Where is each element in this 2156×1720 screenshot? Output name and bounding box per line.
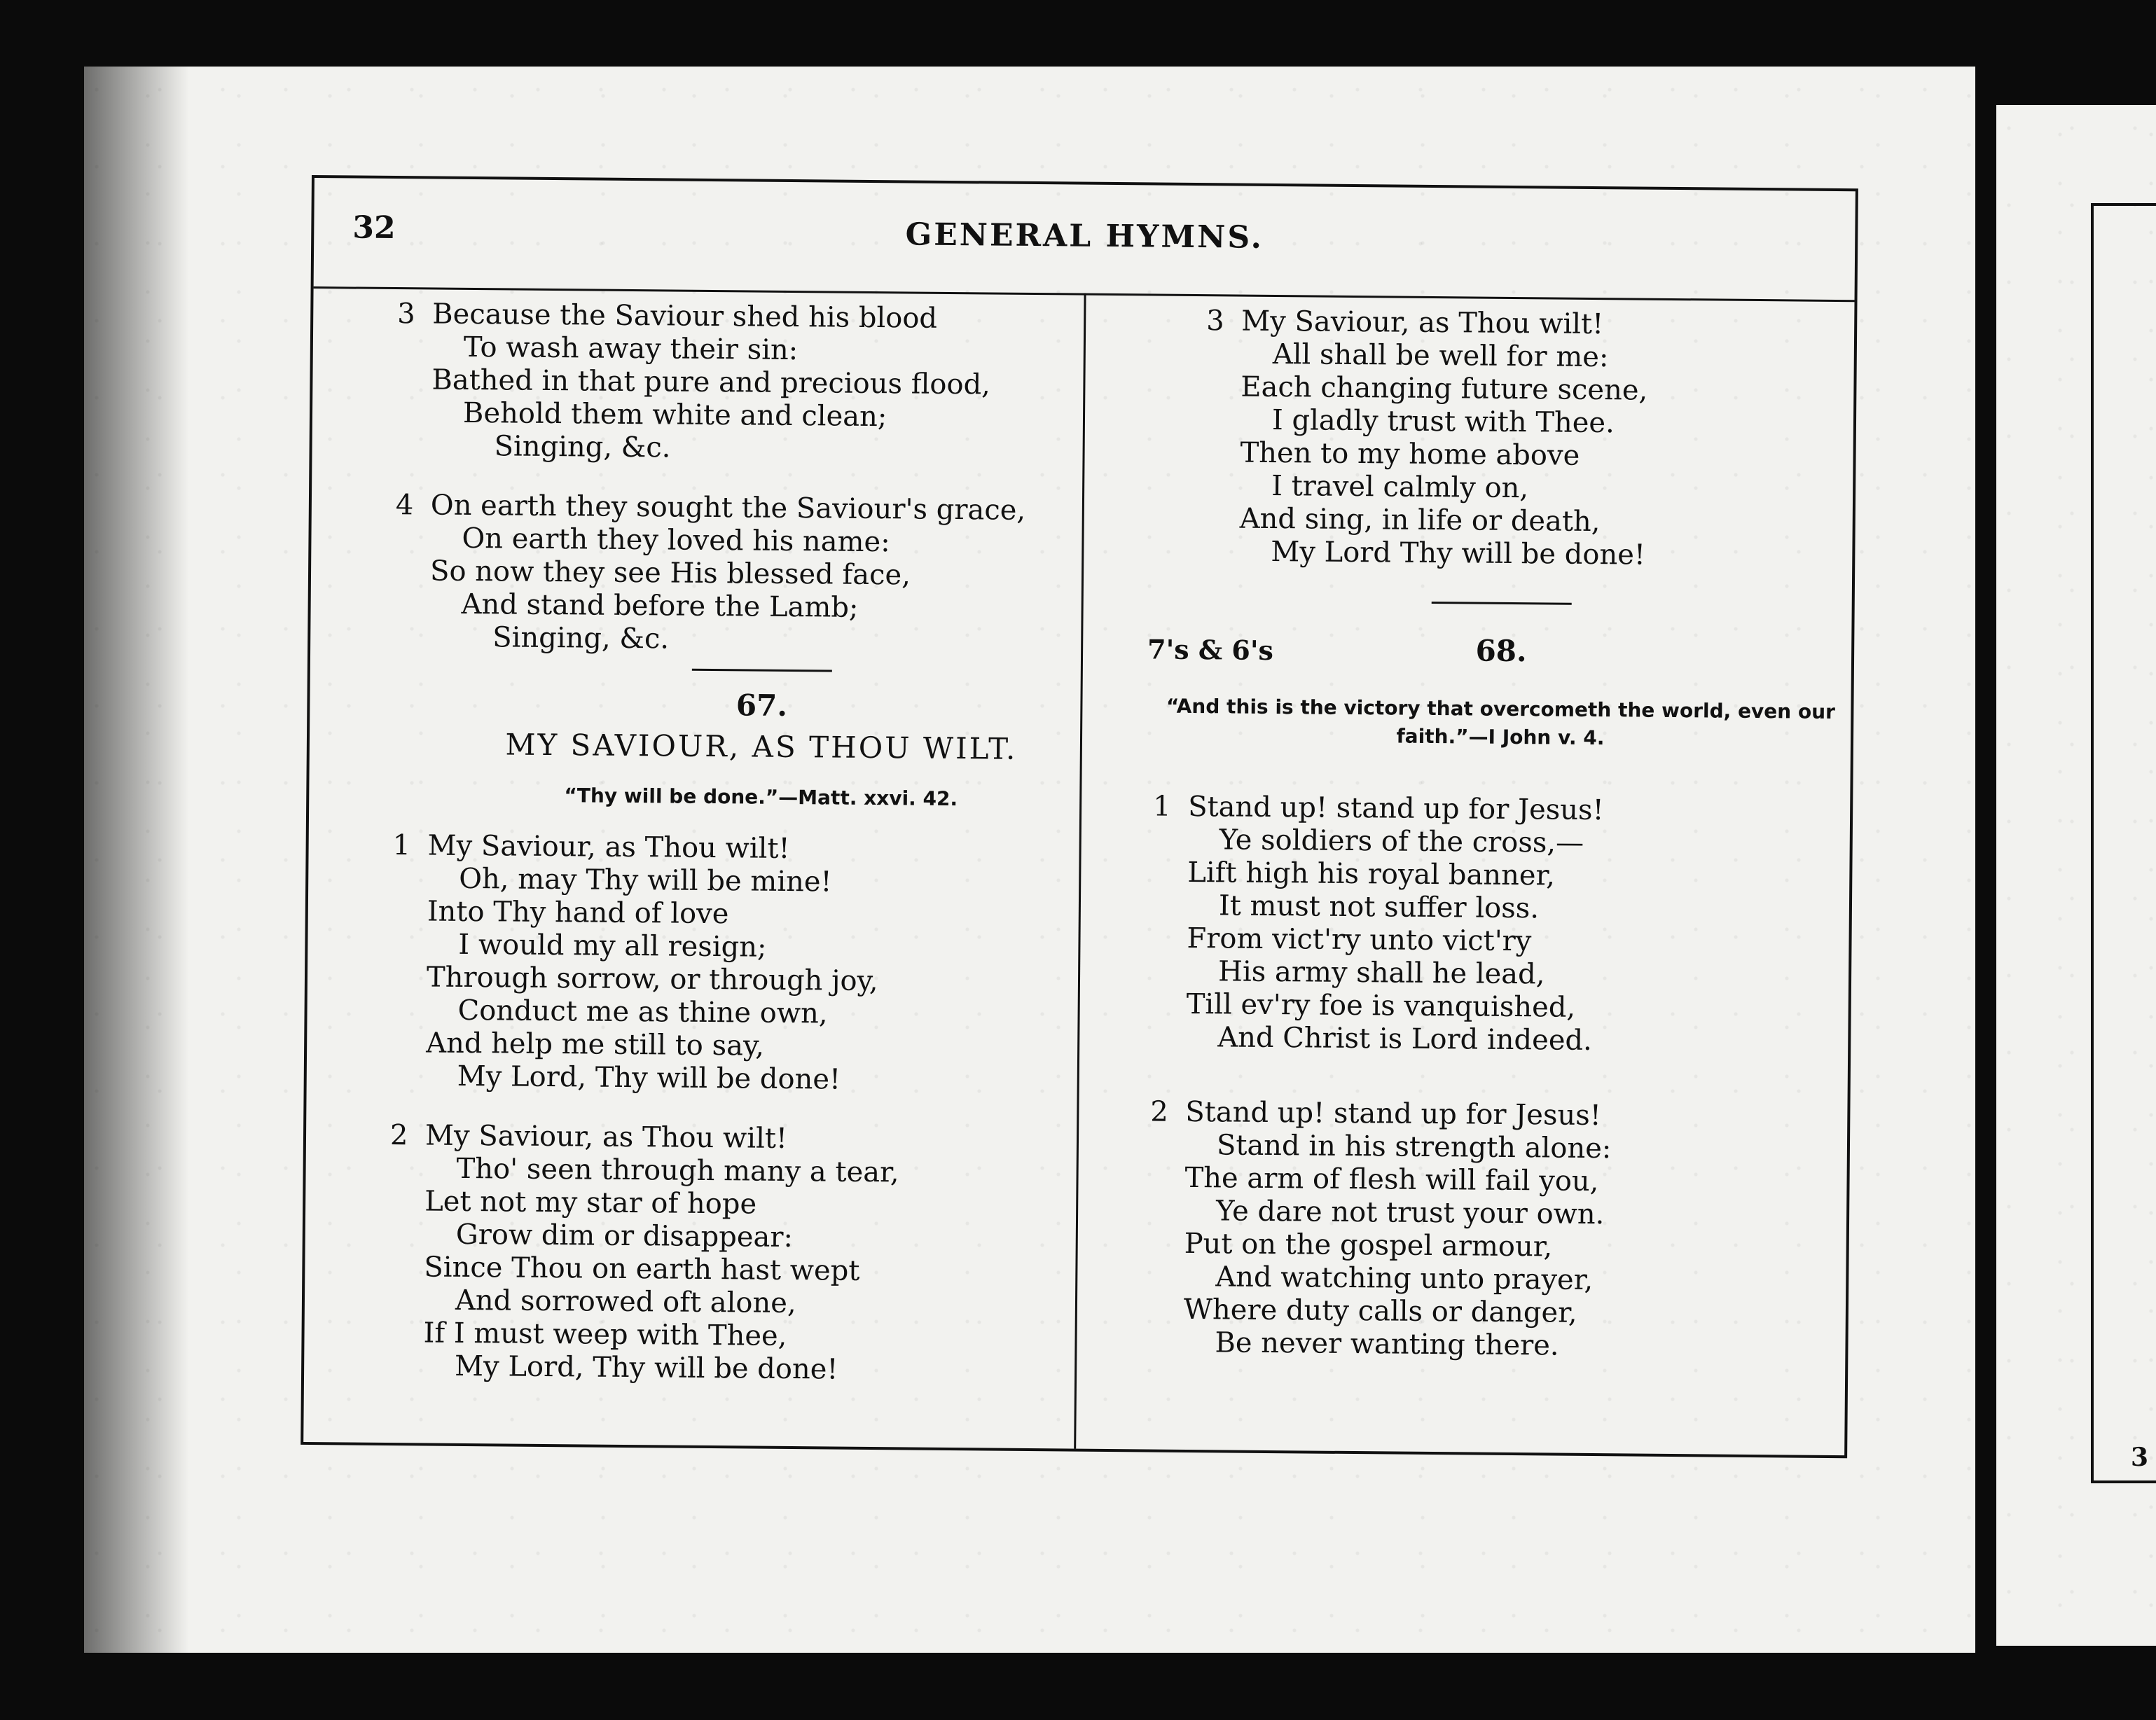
verse-line: I gladly trust with Thee. [1271, 403, 1615, 440]
stanza-number: 2 [389, 1119, 408, 1152]
verse-line: Stand up! stand up for Jesus! [1187, 790, 1604, 827]
verse-line: From vict'ry unto vict'ry [1187, 922, 1532, 958]
verse-line: Stand up! stand up for Jesus! [1185, 1095, 1602, 1132]
stanza [396, 298, 1133, 469]
verse-line: Oh, may Thy will be mine! [459, 862, 832, 899]
refrain-line: Singing, &c. [494, 430, 671, 464]
verse-line: Then to my home above [1240, 436, 1580, 472]
verse-line: My Saviour, as Thou wilt! [424, 1119, 788, 1155]
verse-line: And watching unto prayer, [1215, 1261, 1594, 1297]
verse-line: Lift high his royal banner, [1187, 856, 1556, 892]
verse-line: If I must weep with Thee, [423, 1317, 787, 1352]
refrain-line: Singing, &c. [492, 621, 670, 656]
verse-line: Bathed in that pure and precious flood, [431, 363, 991, 401]
verse-line: Stand in his strength alone: [1216, 1129, 1612, 1165]
verse-line: And sorrowed oft alone, [455, 1284, 796, 1320]
hymn-divider [1432, 602, 1572, 605]
verse-line: Be never wanting there. [1215, 1326, 1559, 1362]
hymn-number: 68. [1475, 633, 1527, 669]
verse-line: And help me still to say, [425, 1027, 765, 1062]
verse-line: And Christ is Lord indeed. [1217, 1021, 1592, 1057]
verse-line: My Saviour, as Thou wilt! [1241, 305, 1604, 341]
page-number: 32 [352, 209, 396, 247]
stanza-number: 3 [1206, 305, 1224, 338]
verse-line: My Lord Thy will be done! [1271, 535, 1646, 571]
verse-line: Where duty calls or danger, [1183, 1293, 1577, 1329]
facing-page-frame [2091, 203, 2156, 1483]
verse-line: It must not suffer loss. [1218, 889, 1540, 925]
stanza [1151, 791, 1867, 1060]
verse-line: My Saviour, as Thou wilt! [427, 829, 790, 865]
stanza [394, 489, 1131, 660]
verse-line: My Lord, Thy will be done! [457, 1060, 841, 1096]
verse-line: On earth they loved his name: [462, 522, 890, 559]
running-head: GENERAL HYMNS. [905, 216, 1264, 256]
verse-line: Let not my star of hope [424, 1185, 757, 1221]
verse-line: To wash away their sin: [463, 331, 799, 367]
stanza-number: 4 [395, 489, 414, 522]
left-column [388, 298, 1133, 1415]
verse-line: His army shall he lead, [1217, 955, 1545, 991]
verse-line: Tho' seen through many a tear, [456, 1152, 899, 1189]
scripture-epigraph [1133, 692, 1869, 754]
verse-line: And stand before the Lamb; [461, 588, 859, 624]
verse-line: Since Thou on earth hast wept [424, 1251, 860, 1287]
stanza-number: 1 [1152, 790, 1171, 823]
verse-line: Put on the gospel armour, [1184, 1227, 1553, 1263]
stanza [391, 829, 1128, 1099]
hymn-number: 67. [735, 688, 788, 723]
stanza [1148, 1096, 1865, 1366]
stanza-number: 1 [392, 829, 411, 862]
hymn-divider [692, 669, 832, 672]
verse-line: Each changing future scene, [1241, 370, 1648, 407]
hymn-meter: 7's & 6's [1147, 633, 1274, 667]
verse-line: My Lord, Thy will be done! [454, 1350, 838, 1386]
binding-gutter-shadow [84, 67, 189, 1653]
verse-line: The arm of flesh will fail you, [1184, 1161, 1599, 1198]
verse-line: Through sorrow, or through joy, [426, 961, 878, 998]
verse-line: Into Thy hand of love [427, 895, 729, 931]
right-column [1127, 304, 1872, 1392]
verse-line: Conduct me as thine own, [457, 994, 828, 1030]
stanza [388, 1119, 1126, 1389]
page-frame [300, 175, 1858, 1458]
verse-line: So now they see His blessed face, [429, 555, 911, 592]
verse-line: Behold them white and clean; [462, 396, 887, 434]
verse-line: All shall be well for me: [1272, 338, 1609, 374]
verse-line: Ye soldiers of the cross,— [1219, 824, 1584, 859]
verse-line: On earth they sought the Saviour's grace, [430, 489, 1026, 527]
hymn-title: MY SAVIOUR, AS THOU WILT. [505, 727, 1018, 766]
epigraph-line: “And this is the victory that overcometh the world, even our [1166, 694, 1836, 724]
stanza-number: 2 [1150, 1095, 1169, 1128]
verse-line: Ye dare not trust your own. [1215, 1195, 1605, 1231]
verse-line: And sing, in life or death, [1239, 502, 1601, 539]
stanza-number: 3 [397, 298, 415, 331]
scripture-epigraph: “Thy will be done.”—Matt. xxvi. 42. [564, 784, 958, 811]
stanza [1204, 305, 1872, 574]
facing-page-number: 3 [2131, 1443, 2149, 1472]
verse-line: Till ev'ry foe is vanquished, [1186, 987, 1576, 1024]
verse-line: I travel calmly on, [1271, 469, 1529, 505]
verse-line: Grow dim or disappear: [455, 1218, 794, 1254]
epigraph-line: faith.”—I John v. 4. [1396, 724, 1605, 750]
verse-line: I would my all resign; [458, 928, 767, 964]
verse-line: Because the Saviour shed his blood [432, 298, 938, 335]
hymn-heading [1133, 630, 1869, 679]
